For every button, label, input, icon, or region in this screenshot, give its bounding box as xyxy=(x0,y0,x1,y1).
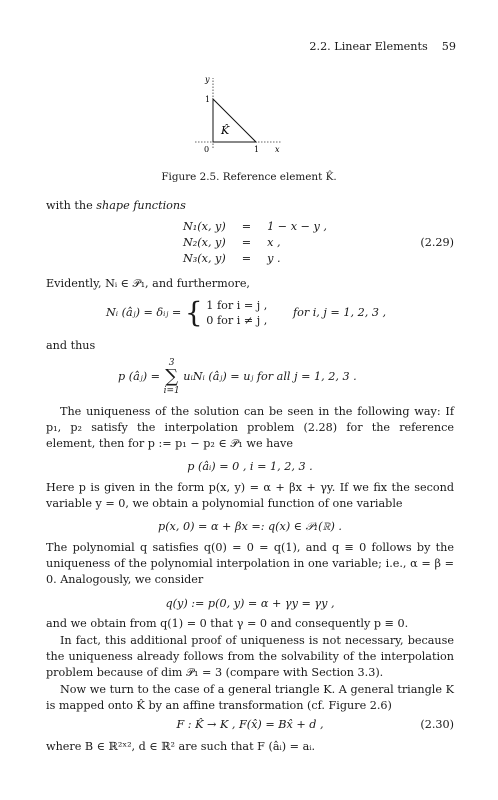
interpolation-rhs: uᵢNᵢ (âⱼ) = uⱼ for all j = 1, 2, 3 . xyxy=(183,370,357,384)
paragraph-dimension xyxy=(46,633,454,681)
y-axis-label: y xyxy=(205,75,210,84)
reference-element-diagram xyxy=(190,70,300,160)
delta-cases xyxy=(206,298,267,328)
kronecker-delta-equation xyxy=(106,298,446,328)
shape-function-rhs: 1 − x − y , xyxy=(267,220,327,233)
paragraph-uniqueness xyxy=(46,404,454,452)
affine-map-equation xyxy=(46,717,454,733)
shape-function-row xyxy=(177,251,333,267)
sigma-glyph: ∑ xyxy=(165,366,179,387)
paragraph-polynomial-q xyxy=(46,540,454,588)
equation-qy: q(y) := p(0, y) = α + γy = γy , xyxy=(165,597,335,610)
evidently-line: Evidently, Nᵢ ∈ 𝒫₁, and furthermore, xyxy=(46,277,250,290)
interpolation-equation xyxy=(118,358,438,396)
sum-upper-limit: 3 xyxy=(168,358,175,368)
equals-sign: = xyxy=(241,252,252,265)
paragraph-text: Now we turn to the case of a general triangle K. A general triangle K is mapped onto K̂ by an affine transformation (cf. Figure 2.6) xyxy=(46,683,454,712)
paragraph-text: and we obtain from q(1) = 0 that γ = 0 and consequently p ≡ 0. xyxy=(46,617,409,630)
paragraph-text: In fact, this additional proof of uniqueness is not necessary, because the uniqueness already follows from the solvability of the interpolation problem because of dim 𝒫₁ = 3 (compare with Section 3.3). xyxy=(46,634,454,679)
paragraph-where xyxy=(46,739,454,755)
x-tick-1: 1 xyxy=(254,145,260,154)
origin-label: 0 xyxy=(204,145,210,154)
section-title: 2.2. Linear Elements xyxy=(309,40,428,53)
paragraph-general-triangle xyxy=(46,682,454,714)
equals-sign: = xyxy=(241,236,252,249)
affine-map-formula: F : K̂ → K , F(x̂) = Bx̂ + d , xyxy=(176,718,324,731)
delta-case-2: 0 for i ≠ j , xyxy=(206,314,268,327)
figure-caption: Figure 2.5. Reference element K̂. xyxy=(161,171,337,183)
intro-line xyxy=(46,198,454,214)
equation-p-zero: p (âᵢ) = 0 , i = 1, 2, 3 . xyxy=(187,460,313,473)
paragraph-conclusion xyxy=(46,616,454,632)
shape-function-row xyxy=(177,235,333,251)
equation-px0: p(x, 0) = α + βx =: q(x) ∈ 𝒫₁(ℝ) . xyxy=(158,520,342,533)
shape-function-row xyxy=(177,219,333,235)
page-number: 59 xyxy=(441,40,456,53)
shape-function-rhs: y . xyxy=(267,252,281,265)
y-tick-1: 1 xyxy=(205,95,211,104)
delta-lhs: Nᵢ (âⱼ) = δᵢⱼ = xyxy=(106,306,182,319)
shape-function-rhs: x , xyxy=(267,236,281,249)
equation-number: (2.29) xyxy=(420,236,454,249)
shape-function-lhs: N₂(x, y) xyxy=(183,236,226,249)
paragraph-text: Here p is given in the form p(x, y) = α + βx + γy. If we fix the second variable y = 0, we obtain a polynomial function of one variable xyxy=(46,481,454,510)
and-thus-line: and thus xyxy=(46,339,96,352)
intro-emphasis: shape functions xyxy=(96,199,186,212)
element-label: K̂ xyxy=(221,124,230,137)
intro-text: with the xyxy=(46,199,97,212)
running-header xyxy=(309,39,456,55)
paragraph-text: The polynomial q satisfies q(0) = 0 = q(1), and q ≡ 0 follows by the uniqueness of the polynomial interpolation in one variable; i.e., α = β = 0. Analogously, we consider xyxy=(46,541,454,586)
equation-number: (2.30) xyxy=(420,718,454,731)
reference-element-figure xyxy=(190,70,300,160)
x-axis-label: x xyxy=(275,145,280,154)
shape-function-lhs: N₃(x, y) xyxy=(183,252,226,265)
interpolation-lhs: p (âⱼ) = xyxy=(118,370,161,384)
paragraph-linear-form xyxy=(46,480,454,512)
paragraph-text: where B ∈ ℝ²ˣ², d ∈ ℝ² are such that F (âᵢ) = aᵢ. xyxy=(46,740,316,753)
paragraph-text: The uniqueness of the solution can be seen in the following way: If p₁, p₂ satisfy the interpolation problem (2.28) for the reference element, then for p := p₁ − p₂ ∈ 𝒫₁ we have xyxy=(46,405,454,450)
sum-lower-limit: i=1 xyxy=(163,386,180,396)
brace-glyph: { xyxy=(184,296,203,329)
equals-sign: = xyxy=(241,220,252,233)
shape-function-equations xyxy=(46,219,454,267)
delta-case-1: 1 for i = j , xyxy=(206,299,268,312)
shape-function-lhs: N₁(x, y) xyxy=(183,220,226,233)
delta-index-range: for i, j = 1, 2, 3 , xyxy=(292,306,387,319)
summation xyxy=(164,358,180,396)
